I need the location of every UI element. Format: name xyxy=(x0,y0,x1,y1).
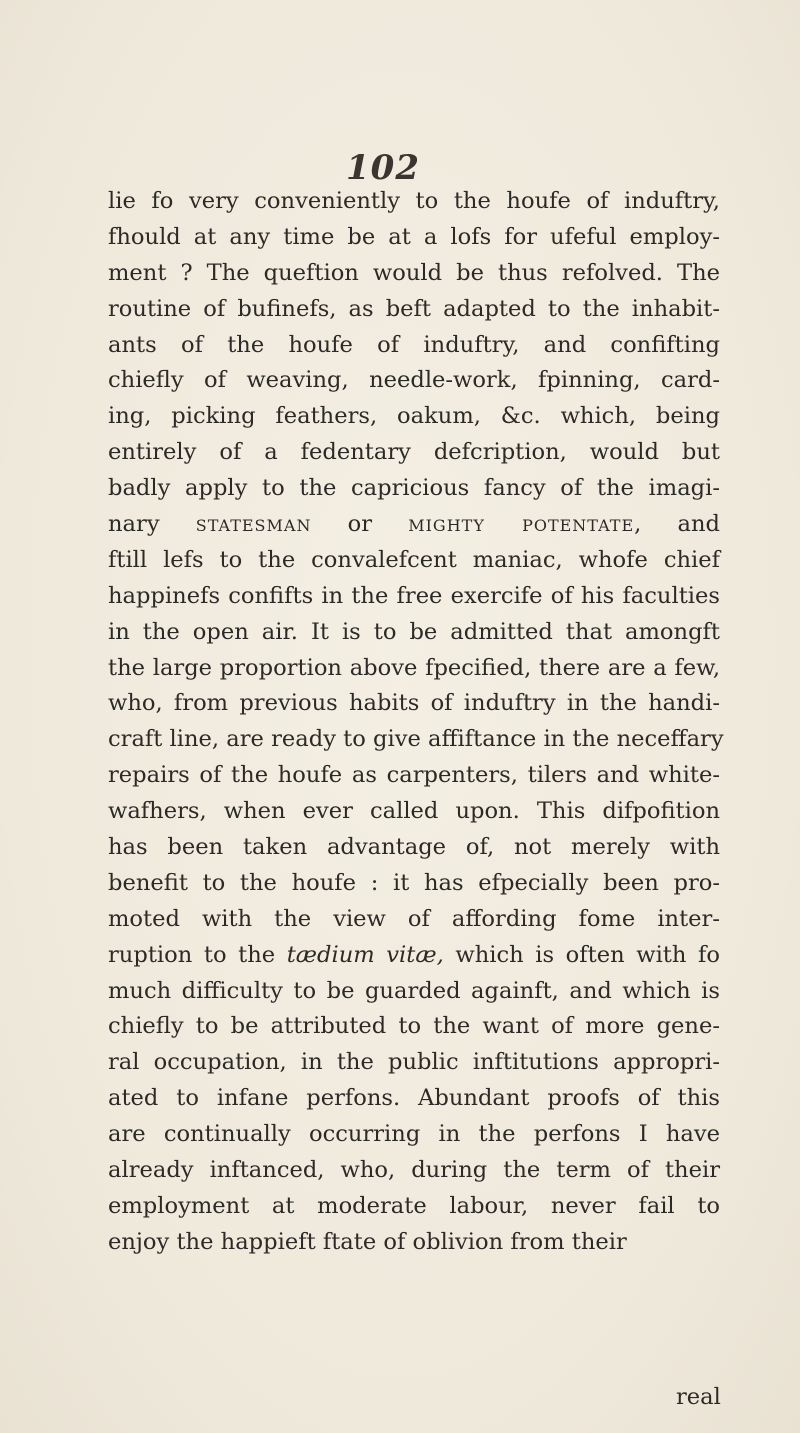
text-line xyxy=(108,471,720,507)
text-line xyxy=(108,758,720,794)
text-segment: ral occupation, in the public inftitutions appropri- xyxy=(108,1049,720,1076)
text-segment: much difficulty to be guarded againft, and which is xyxy=(108,977,720,1004)
text-segment: nary xyxy=(108,511,196,538)
text-segment: enjoy the happieft ftate of oblivion from their xyxy=(108,1228,627,1255)
text-segment: craft line, are ready to give affiftance in the neceffary xyxy=(108,726,724,753)
text-segment: routine of bufinefs, as beft adapted to the inhabit- xyxy=(108,295,720,322)
text-segment: fhould at any time be at a lofs for ufeful employ- xyxy=(108,223,720,250)
text-line xyxy=(108,974,720,1010)
text-segment: wafhers, when ever called upon. This difpofition xyxy=(108,798,720,825)
text-segment: repairs of the houfe as carpenters, tilers and white- xyxy=(108,762,720,789)
text-segment: ftill lefs to the convalefcent maniac, whofe chief xyxy=(108,546,720,573)
page-number: 102 xyxy=(346,148,420,188)
text-line xyxy=(108,220,720,256)
text-line xyxy=(108,399,720,435)
text-line xyxy=(108,256,720,292)
text-segment: , and xyxy=(634,511,720,538)
small-caps-phrase: mighty potentate xyxy=(408,511,635,538)
text-line xyxy=(108,1225,720,1261)
text-segment: employment at moderate labour, never fail to xyxy=(108,1192,720,1219)
text-segment: ment ? The queftion would be thus refolved. The xyxy=(108,259,720,286)
text-line xyxy=(108,1081,720,1117)
text-segment: ants of the houfe of induftry, and confifting xyxy=(108,331,720,358)
text-segment: entirely of a fedentary defcription, would but xyxy=(108,439,720,466)
text-line xyxy=(108,1117,720,1153)
text-segment: in the open air. It is to be admitted that amongft xyxy=(108,618,720,645)
text-segment: the large proportion above fpecified, there are a few, xyxy=(108,654,720,681)
text-line xyxy=(108,1045,720,1081)
text-segment: or xyxy=(311,511,409,538)
text-segment: who, from previous habits of induftry in the handi- xyxy=(108,690,720,717)
text-line xyxy=(108,722,724,758)
text-segment: has been taken advantage of, not merely with xyxy=(108,834,720,861)
text-line xyxy=(108,1009,720,1045)
small-caps-phrase: statesman xyxy=(195,511,312,538)
text-segment: moted with the view of affording fome inter- xyxy=(108,905,720,932)
text-segment: chiefly to be attributed to the want of more gene- xyxy=(108,1013,720,1040)
text-line xyxy=(108,543,720,579)
text-segment: chiefly of weaving, needle-work, fpinning, card- xyxy=(108,367,720,394)
catchword: real xyxy=(676,1384,721,1410)
text-line xyxy=(108,794,720,830)
text-segment: happinefs confifts in the free exercife of his faculties xyxy=(108,582,720,609)
text-line xyxy=(108,292,720,328)
text-segment: ated to infane perfons. Abundant proofs of this xyxy=(108,1085,720,1112)
italic-phrase: tædium vitæ, xyxy=(286,941,444,968)
text-line xyxy=(108,686,720,722)
text-segment: are continually occurring in the perfons I have xyxy=(108,1121,720,1148)
text-line xyxy=(108,507,720,543)
text-line xyxy=(108,579,720,615)
text-segment: which is often with fo xyxy=(443,941,720,968)
text-line xyxy=(108,1153,720,1189)
text-line xyxy=(108,615,720,651)
text-segment: ing, picking feathers, oakum, &c. which, being xyxy=(108,403,720,430)
text-segment: lie fo very conveniently to the houfe of induftry, xyxy=(108,188,720,214)
text-line xyxy=(108,866,720,902)
text-line xyxy=(108,184,720,220)
text-line xyxy=(108,435,720,471)
text-line xyxy=(108,902,720,938)
text-line xyxy=(108,1189,720,1225)
text-segment: ruption to the xyxy=(108,941,287,968)
text-line xyxy=(108,830,720,866)
text-segment: already inftanced, who, during the term of their xyxy=(108,1157,720,1184)
text-line xyxy=(108,938,720,974)
text-segment: benefit to the houfe : it has efpecially been pro- xyxy=(108,869,720,896)
text-line xyxy=(108,328,720,364)
text-segment: badly apply to the capricious fancy of the imagi- xyxy=(108,475,720,502)
text-line xyxy=(108,363,720,399)
body-text xyxy=(108,184,724,1261)
text-line xyxy=(108,651,720,687)
